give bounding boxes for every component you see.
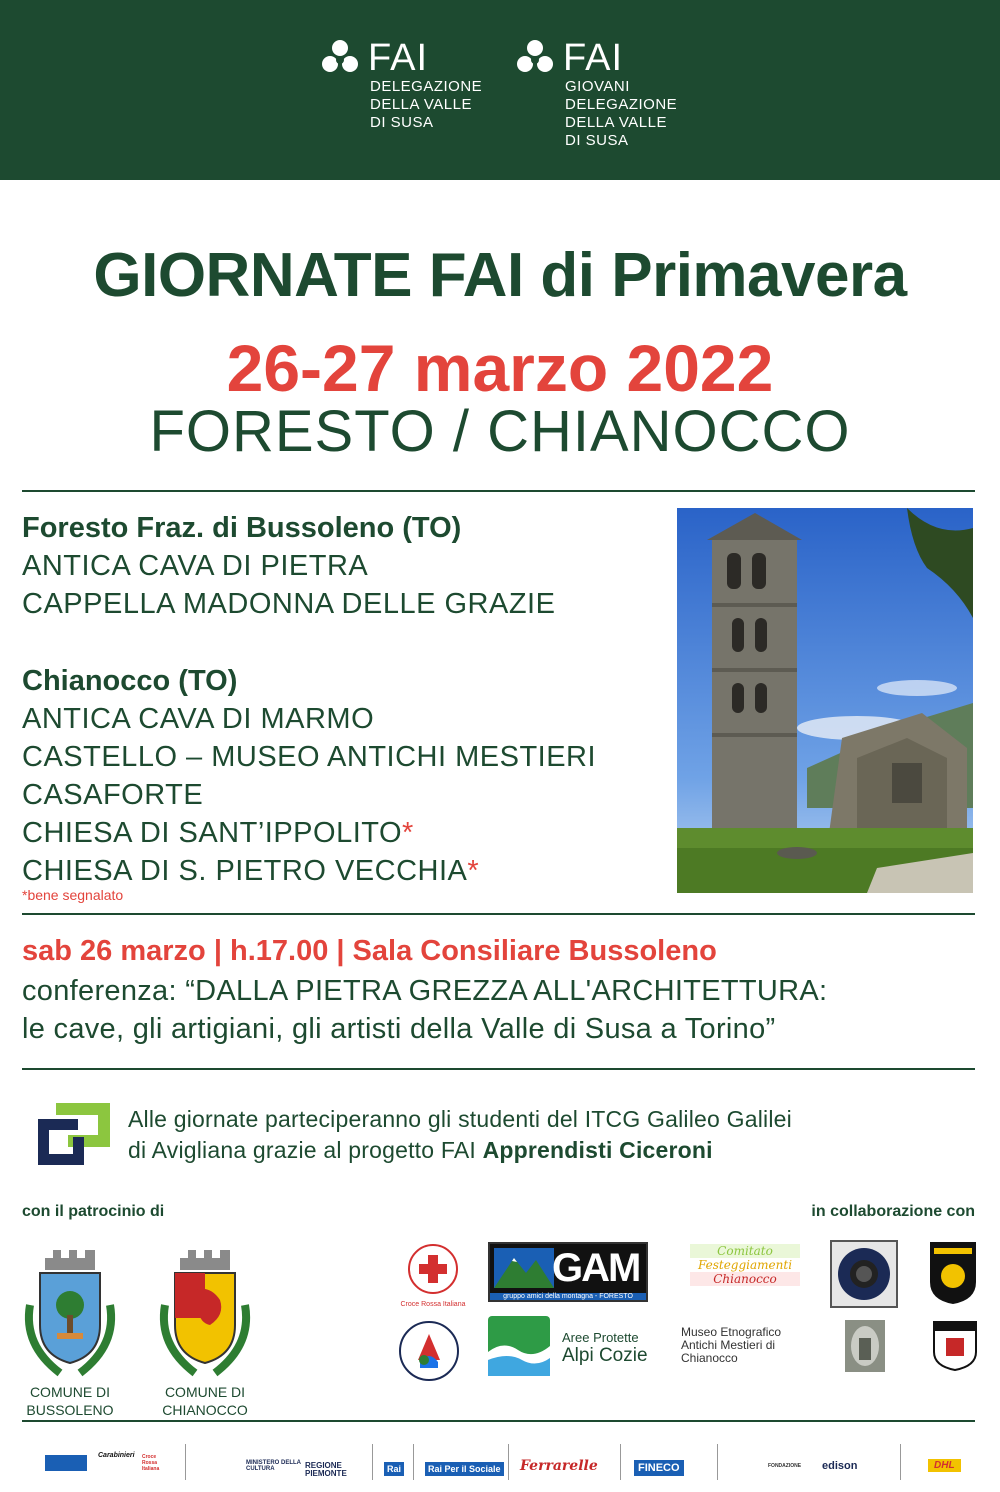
- comitato-line: Festeggiamenti: [697, 1258, 793, 1272]
- conference-title-line: conferenza: “DALLA PIETRA GREZZA ALL'ARCHITETTURA:: [22, 975, 828, 1007]
- fai-sub-line: DELLA VALLE: [565, 114, 667, 131]
- footer-separator: [185, 1444, 186, 1480]
- museo-line: Chianocco: [681, 1351, 738, 1365]
- mountain-icon: [494, 1248, 554, 1288]
- school-text-line: [128, 1137, 713, 1164]
- footer-separator: [413, 1444, 414, 1480]
- cri-caption: Croce Rossa Italiana: [400, 1301, 466, 1308]
- collaboration-label: in collaborazione con: [811, 1203, 975, 1220]
- fai-sub-line: GIOVANI: [565, 78, 630, 95]
- footer-logo-text: REGIONE PIEMONTE: [305, 1461, 347, 1478]
- footer-separator: [508, 1444, 509, 1480]
- divider: [22, 490, 975, 492]
- comune-line: COMUNE DI: [164, 1384, 246, 1400]
- site-item: ANTICA CAVA DI PIETRA: [22, 550, 369, 582]
- comitato-logo: [690, 1244, 800, 1302]
- aree-line: Aree Protette: [562, 1330, 639, 1345]
- site-item: CASTELLO – MUSEO ANTICHI MESTIERI: [22, 741, 597, 773]
- red-cross-icon: [406, 1242, 460, 1296]
- footer-separator: [620, 1444, 621, 1480]
- site-item: [22, 855, 479, 888]
- patronage-label: con il patrocinio di: [22, 1203, 165, 1220]
- conference-title-line: le cave, gli artigiani, gli artisti della Valle di Susa a Torino”: [22, 1013, 776, 1045]
- site-item: CAPPELLA MADONNA DELLE GRAZIE: [22, 588, 556, 620]
- chianocco-badge-icon: [932, 1320, 978, 1372]
- conference-heading: sab 26 marzo | h.17.00 | Sala Consiliare Bussoleno: [22, 935, 717, 967]
- fai-brand: FAI: [368, 37, 429, 79]
- footer-logo-text: FINECO: [634, 1460, 684, 1476]
- comune-label: [155, 1383, 255, 1419]
- site-item: ANTICA CAVA DI MARMO: [22, 703, 375, 735]
- footer-separator: [717, 1444, 718, 1480]
- site-item: CASAFORTE: [22, 779, 204, 811]
- gam-caption: gruppo amici della montagna - FORESTO: [490, 1293, 646, 1300]
- alpi-cozie-logo-icon: [488, 1316, 550, 1376]
- footnote: *bene segnalato: [22, 887, 124, 903]
- site-item-label: CHIESA DI S. PIETRO VECCHIA: [22, 855, 468, 887]
- footer-logo-text: Ferrarelle: [520, 1458, 598, 1474]
- event-dates: 26-27 marzo 2022: [226, 331, 774, 405]
- fai-giovani-logo: [515, 38, 677, 150]
- volontari-aib-logo-icon: [398, 1320, 460, 1382]
- comune-line: COMUNE DI: [29, 1384, 111, 1400]
- fai-sub-line: DELEGAZIONE: [565, 96, 678, 113]
- footer-logo-text: edison: [822, 1460, 858, 1472]
- event-places: FORESTO / CHIANOCCO: [149, 399, 851, 464]
- museo-photo-icon: [845, 1320, 885, 1372]
- aree-line: Alpi Cozie: [562, 1345, 648, 1366]
- footer-logo-text: Carabinieri: [98, 1452, 135, 1459]
- foresto-heading: Foresto Fraz. di Bussoleno (TO): [22, 512, 462, 544]
- aree-protette-text: [562, 1330, 672, 1367]
- fai-sub-line: DELLA VALLE: [370, 96, 472, 113]
- comitato-line: Chianocco: [690, 1272, 800, 1286]
- footer-logo-text: DHL: [928, 1459, 961, 1472]
- chianocco-heading: Chianocco (TO): [22, 665, 238, 697]
- school-text-line: Alle giornate parteciperanno gli studenti del ITCG Galileo Galilei: [128, 1106, 792, 1132]
- event-title: GIORNATE FAI di Primavera: [93, 241, 907, 310]
- footer-logo-text: Croce Rossa Italiana: [142, 1454, 160, 1472]
- comune-line: BUSSOLENO: [26, 1402, 114, 1418]
- asterisk-mark: *: [402, 817, 414, 849]
- asterisk-mark: *: [467, 855, 480, 887]
- fai-brand: FAI: [563, 37, 624, 79]
- cri-logo: [398, 1242, 468, 1308]
- fai-delegazione-logo: [320, 38, 482, 132]
- project-name: Apprendisti Ciceroni: [482, 1137, 713, 1163]
- school-logo-icon: [38, 1103, 110, 1165]
- site-item-label: CHIESA DI SANT’IPPOLITO: [22, 817, 403, 849]
- click-club-logo-icon: [830, 1240, 898, 1308]
- footer-separator: [372, 1444, 373, 1480]
- chianocco-crest-icon: [150, 1245, 260, 1385]
- footer-divider: [22, 1420, 975, 1422]
- fai-sub-line: DI SUSA: [370, 114, 434, 131]
- footer-logo-text: MINISTERO DELLA CULTURA: [246, 1460, 301, 1472]
- gam-name: GAM: [552, 1246, 640, 1290]
- footer-logo-text: Rai: [384, 1462, 404, 1476]
- fai-emblem-icon: [515, 38, 555, 78]
- comune-label: [20, 1383, 120, 1419]
- museo-line: Museo Etnografico: [681, 1325, 782, 1339]
- church-photo: [677, 508, 973, 893]
- eu-flag-icon: [45, 1455, 87, 1471]
- fai-emblem-icon: [320, 38, 360, 78]
- comitato-line: Comitato: [690, 1244, 800, 1258]
- divider: [22, 1068, 975, 1070]
- comune-line: CHIANOCCO: [162, 1402, 248, 1418]
- gam-logo: [488, 1242, 648, 1302]
- fai-sub-line: DELEGAZIONE: [370, 78, 483, 95]
- bussoleno-crest-icon: [15, 1245, 125, 1385]
- fai-sub-line: DI SUSA: [565, 132, 629, 149]
- museo-etnografico-text: [681, 1326, 801, 1365]
- school-text-prefix: di Avigliana grazie al progetto FAI: [128, 1137, 483, 1163]
- footer-separator: [900, 1444, 901, 1480]
- footer-logo-text: Rai Per il Sociale: [425, 1462, 504, 1476]
- museo-line: Antichi Mestieri di: [681, 1338, 776, 1352]
- header-banner: [0, 0, 1000, 180]
- site-item: [22, 817, 414, 850]
- guide-discovery-logo-icon: [928, 1240, 978, 1306]
- divider: [22, 913, 975, 915]
- footer-logo-text: FONDAZIONE: [768, 1463, 802, 1469]
